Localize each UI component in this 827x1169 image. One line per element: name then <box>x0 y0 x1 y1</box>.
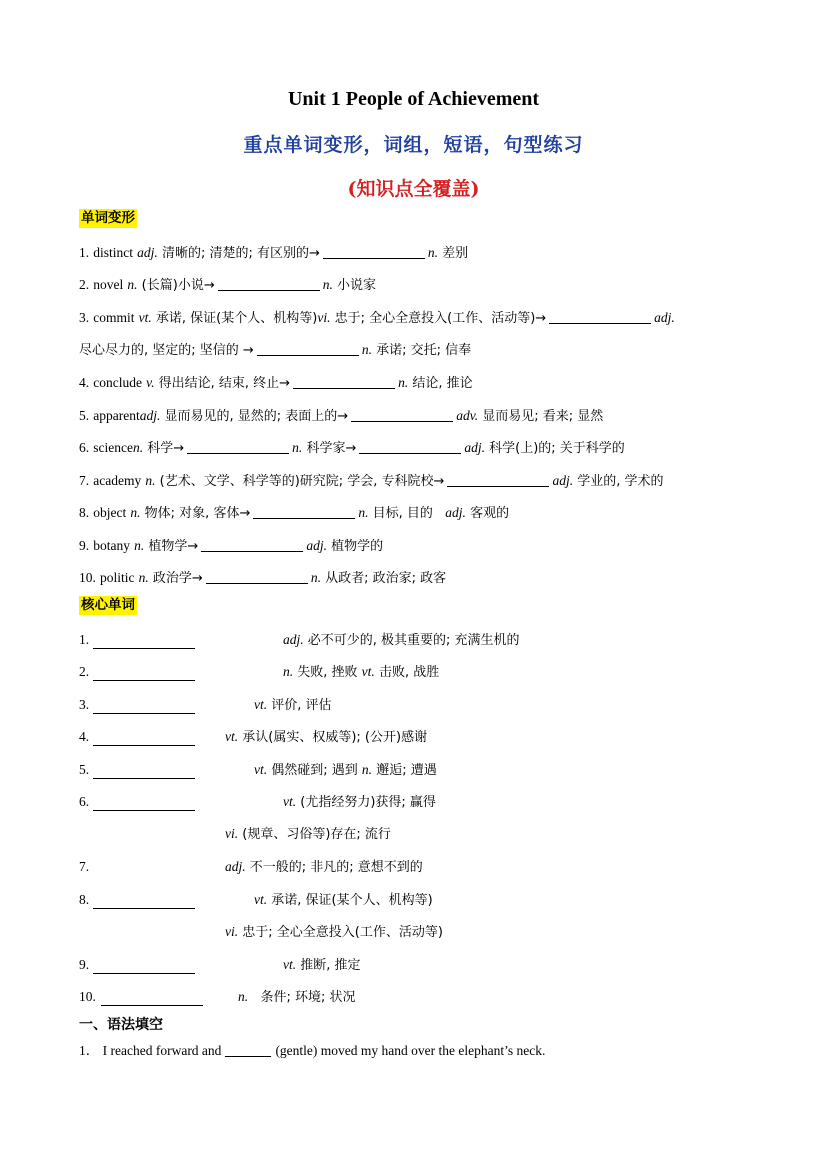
item-number: 10. <box>79 989 96 1004</box>
item-number: 8. <box>79 892 90 907</box>
core-word-definition: adj. 不一般的; 非凡的; 意想不到的 <box>225 859 423 875</box>
answer-blank[interactable] <box>359 439 461 454</box>
core-word-definition: vt. 推断, 推定 <box>283 957 361 973</box>
core-word-definition: vt. 承诺, 保证(某个人、机构等) <box>254 892 433 908</box>
item-number: 7. <box>79 859 90 874</box>
grammar-question: 1． I reached forward and (gentle) moved my hand over the elephant’s neck. <box>79 1043 546 1058</box>
word-form-item: 6. sciencen. 科学→ n. 科学家→ adj. 科学(上)的; 关于科学的 <box>79 440 625 456</box>
answer-blank[interactable] <box>93 972 195 974</box>
item-number: 1. <box>79 632 90 647</box>
core-word-definition: vt. 偶然碰到; 遇到 n. 邂逅; 遭遇 <box>254 762 437 778</box>
answer-blank[interactable] <box>201 537 303 552</box>
page-subtitle: 重点单词变形，词组，短语，句型练习 <box>243 134 584 156</box>
section-core-words: 核心单词 <box>81 597 135 613</box>
answer-blank[interactable] <box>351 407 453 422</box>
answer-blank[interactable] <box>93 777 195 779</box>
section-grammar: 一、语法填空 <box>79 1017 163 1033</box>
core-word-definition: vt. 评价, 评估 <box>254 697 332 713</box>
core-word-definition: n. 条件; 环境; 状况 <box>238 989 356 1005</box>
answer-blank[interactable] <box>257 341 359 356</box>
coverage-note: (知识点全覆盖) <box>347 178 480 200</box>
core-word-definition: vi. (规章、习俗等)存在; 流行 <box>225 826 391 842</box>
word-form-item-continued: 尽心尽力的, 坚定的; 坚信的 → n. 承诺; 交托; 信奉 <box>79 342 472 358</box>
section-word-forms: 单词变形 <box>81 210 135 226</box>
word-form-item: 9. botany n. 植物学→ adj. 植物学的 <box>79 538 384 554</box>
answer-blank[interactable] <box>253 504 355 519</box>
item-number: 9. <box>79 957 90 972</box>
item-number: 4. <box>79 729 90 744</box>
core-word-definition: vt. (尤指经努力)获得; 赢得 <box>283 794 436 810</box>
item-number: 6. <box>79 794 90 809</box>
word-form-item: 8. object n. 物体; 对象, 客体→ n. 目标, 目的 adj. 客观的 <box>79 505 510 521</box>
core-word-definition: vi. 忠于; 全心全意投入(工作、活动等) <box>225 924 443 940</box>
answer-blank[interactable] <box>206 569 308 584</box>
answer-blank[interactable] <box>225 1042 271 1057</box>
word-form-item: 4. conclude v. 得出结论, 结束, 终止→ n. 结论, 推论 <box>79 375 473 391</box>
core-word-definition: n. 失败, 挫败 vt. 击败, 战胜 <box>283 664 440 680</box>
core-word-definition: adj. 必不可少的, 极其重要的; 充满生机的 <box>283 632 520 648</box>
item-number: 2. <box>79 664 90 679</box>
core-word-definition: vt. 承认(属实、权威等); (公开)感谢 <box>225 729 428 745</box>
answer-blank[interactable] <box>218 276 320 291</box>
answer-blank[interactable] <box>93 647 195 649</box>
answer-blank[interactable] <box>101 1004 203 1006</box>
word-form-item: 10. politic n. 政治学→ n. 从政者; 政治家; 政客 <box>79 570 447 586</box>
answer-blank[interactable] <box>447 472 549 487</box>
answer-blank[interactable] <box>93 744 195 746</box>
answer-blank[interactable] <box>293 374 395 389</box>
word-form-item: 7. academy n. (艺术、文学、科学等的)研究院; 学会, 专科院校→ adj. 学业的, 学术的 <box>79 473 664 489</box>
answer-blank[interactable] <box>549 309 651 324</box>
item-number: 3. <box>79 697 90 712</box>
answer-blank[interactable] <box>93 712 195 714</box>
answer-blank[interactable] <box>93 907 195 909</box>
page-title: Unit 1 People of Achievement <box>287 88 540 110</box>
word-form-item: 2. novel n. (长篇)小说→ n. 小说家 <box>79 277 376 293</box>
answer-blank[interactable] <box>323 244 425 259</box>
word-form-item: 1. distinct adj. 清晰的; 清楚的; 有区别的→ n. 差别 <box>79 245 469 261</box>
answer-blank[interactable] <box>93 809 195 811</box>
item-number: 5. <box>79 762 90 777</box>
word-form-item: 3. commit vt. 承诺, 保证(某个人、机构等)vi. 忠于; 全心全意投入(工作、活动等)→ adj. <box>79 310 675 326</box>
word-form-item: 5. apparentadj. 显而易见的, 显然的; 表面上的→ adv. 显而易见; 看来; 显然 <box>79 408 604 424</box>
answer-blank[interactable] <box>187 439 289 454</box>
answer-blank[interactable] <box>93 679 195 681</box>
